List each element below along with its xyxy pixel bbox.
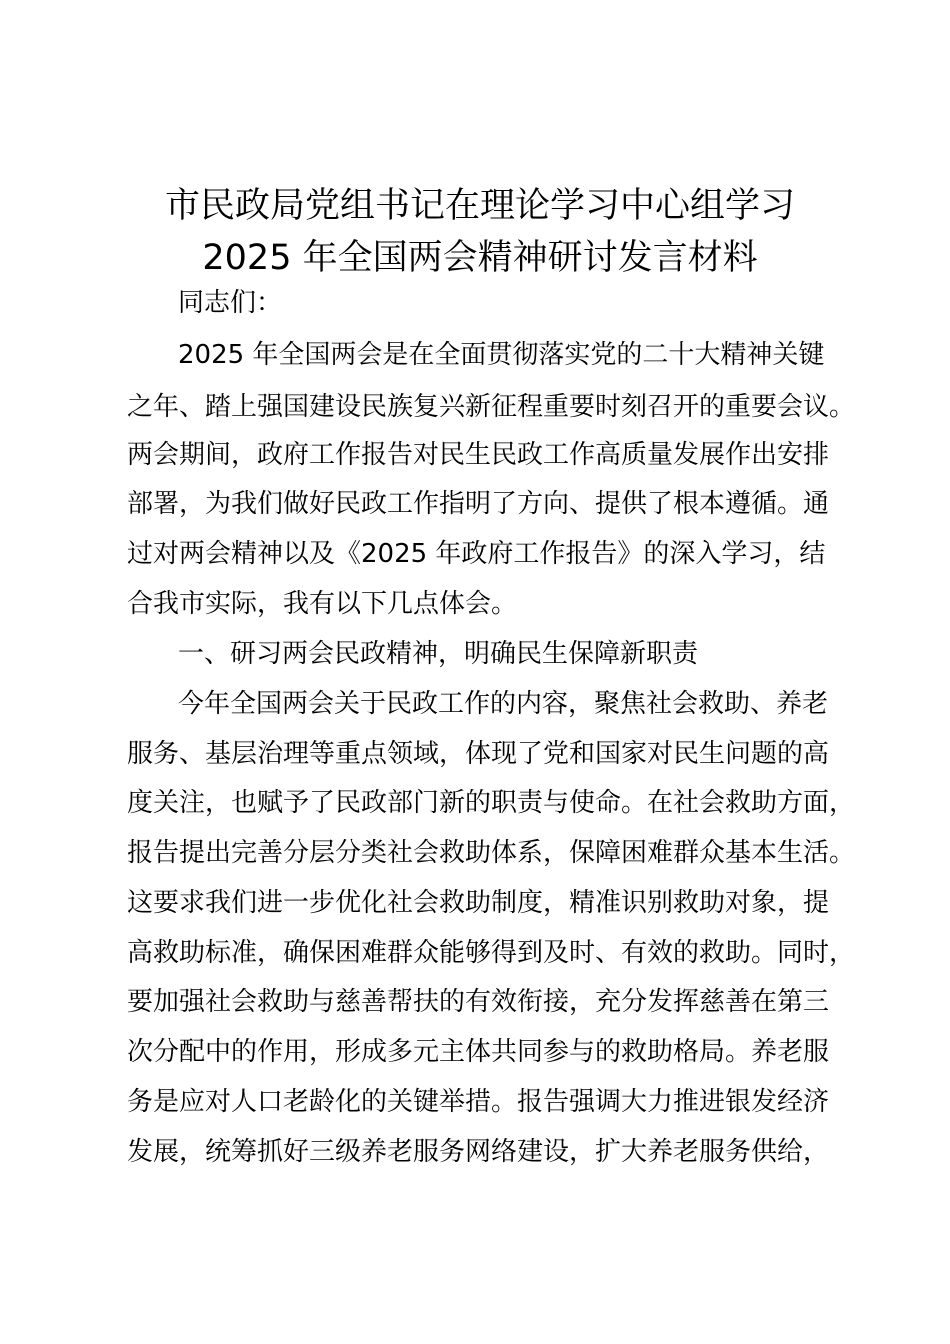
- paragraph-line: 报告提出完善分层分类社会救助体系，保障困难群众基本生活。: [127, 838, 856, 868]
- paragraph-line: 次分配中的作用，形成多元主体共同参与的救助格局。养老服: [127, 1037, 830, 1067]
- document-title-line-1: 市民政局党组书记在理论学习中心组学习: [164, 186, 795, 226]
- paragraph-line: 之年、踏上强国建设民族复兴新征程重要时刻召开的重要会议。: [127, 392, 856, 422]
- paragraph-line: 高救助标准，确保困难群众能够得到及时、有效的救助。同时，: [127, 938, 856, 968]
- paragraph-line: 合我市实际，我有以下几点体会。: [127, 589, 518, 619]
- paragraph-line: 度关注，也赋予了民政部门新的职责与使命。在社会救助方面，: [127, 788, 856, 818]
- paragraph-line: 服务、基层治理等重点领域，体现了党和国家对民生问题的高: [127, 739, 830, 769]
- document-title-line-2: 2025 年全国两会精神研讨发言材料: [202, 238, 758, 278]
- section-heading: 一、研习两会民政精神，明确民生保障新职责: [178, 639, 699, 669]
- salutation: 同志们：: [178, 288, 283, 318]
- paragraph-line: 2025 年全国两会是在全面贯彻落实党的二十大精神关键: [178, 340, 825, 370]
- paragraph-line: 今年全国两会关于民政工作的内容，聚焦社会救助、养老: [178, 689, 829, 719]
- paragraph-line: 发展，统筹抓好三级养老服务网络建设，扩大养老服务供给，: [127, 1137, 830, 1167]
- paragraph-line: 过对两会精神以及《2025 年政府工作报告》的深入学习，结: [127, 539, 826, 569]
- paragraph-line: 这要求我们进一步优化社会救助制度，精准识别救助对象，提: [127, 888, 830, 918]
- paragraph-line: 部署，为我们做好民政工作指明了方向、提供了根本遵循。通: [127, 489, 830, 519]
- paragraph-line: 要加强社会救助与慈善帮扶的有效衔接，充分发挥慈善在第三: [127, 987, 830, 1017]
- paragraph-line: 务是应对人口老龄化的关键举措。报告强调大力推进银发经济: [127, 1087, 830, 1117]
- paragraph-line: 两会期间，政府工作报告对民生民政工作高质量发展作出安排: [127, 440, 830, 470]
